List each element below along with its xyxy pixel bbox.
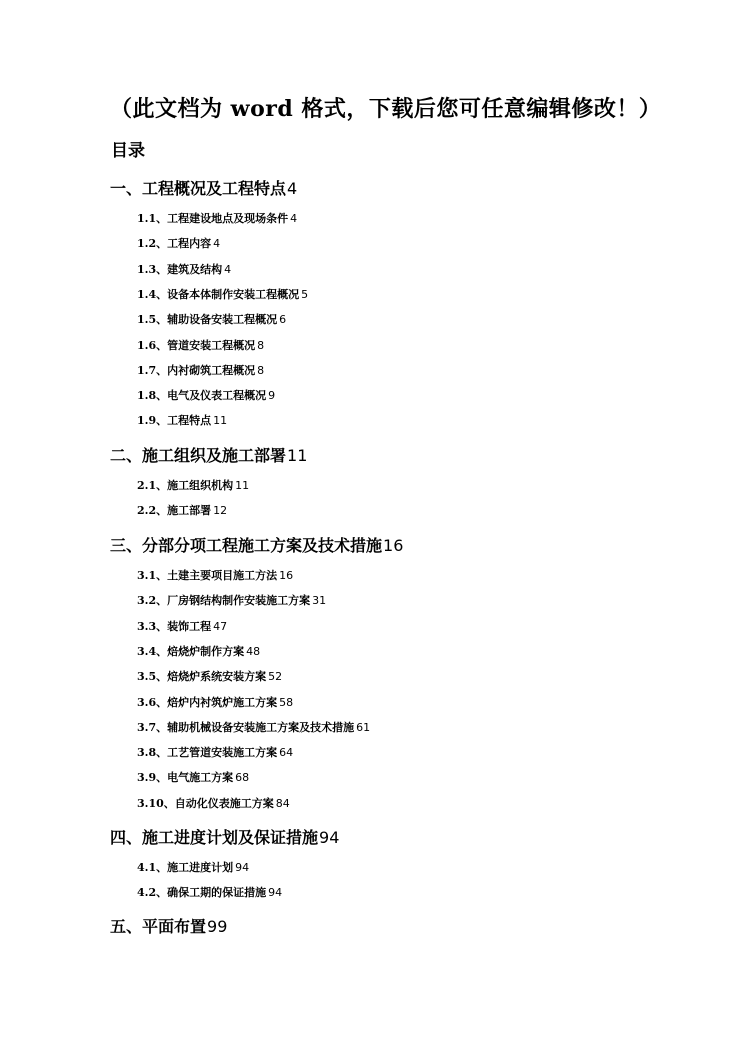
toc-section-label: 一、工程概况及工程特点 bbox=[110, 179, 287, 198]
toc-subsection-entry[interactable] bbox=[137, 210, 297, 226]
toc-section-page-number: 16 bbox=[383, 536, 404, 555]
toc-subsection-label: 3.10、自动化仪表施工方案 bbox=[137, 797, 274, 810]
toc-subsection-entry[interactable] bbox=[137, 694, 293, 710]
toc-subsection-label: 4.2、确保工期的保证措施 bbox=[137, 886, 267, 899]
toc-section-page-number: 11 bbox=[287, 446, 308, 465]
toc-subsection-entry[interactable] bbox=[137, 567, 293, 583]
toc-subsection-label: 3.8、工艺管道安装施工方案 bbox=[137, 746, 278, 759]
toc-subsection-page-number: 52 bbox=[268, 670, 283, 683]
toc-subsection-label: 1.8、电气及仪表工程概况 bbox=[137, 389, 267, 402]
toc-section-label: 二、施工组织及施工部署 bbox=[110, 446, 287, 465]
toc-subsection-page-number: 4 bbox=[213, 237, 221, 250]
toc-subsection-label: 3.5、焙烧炉系统安装方案 bbox=[137, 670, 267, 683]
toc-subsection-label: 1.2、工程内容 bbox=[137, 237, 212, 250]
toc-subsection-entry[interactable] bbox=[137, 286, 308, 302]
toc-subsection-entry[interactable] bbox=[137, 618, 227, 634]
toc-subsection-label: 3.2、厂房钢结构制作安装施工方案 bbox=[137, 594, 311, 607]
toc-subsection-label: 1.6、管道安装工程概况 bbox=[137, 339, 256, 352]
toc-subsection-label: 3.4、焙烧炉制作方案 bbox=[137, 645, 245, 658]
toc-subsection-entry[interactable] bbox=[137, 261, 231, 277]
toc-subsection-label: 3.7、辅助机械设备安装施工方案及技术措施 bbox=[137, 721, 355, 734]
toc-subsection-page-number: 5 bbox=[301, 288, 309, 301]
toc-subsection-label: 3.6、焙炉内衬筑炉施工方案 bbox=[137, 696, 278, 709]
toc-subsection-entry[interactable] bbox=[137, 502, 227, 518]
toc-subsection-label: 1.4、设备本体制作安装工程概况 bbox=[137, 288, 300, 301]
toc-section-entry[interactable] bbox=[110, 443, 307, 466]
toc-subsection-label: 1.3、建筑及结构 bbox=[137, 263, 223, 276]
toc-subsection-label: 1.1、工程建设地点及现场条件 bbox=[137, 212, 289, 225]
toc-subsection-page-number: 58 bbox=[279, 696, 294, 709]
toc-section-label: 五、平面布置 bbox=[110, 917, 207, 936]
toc-subsection-entry[interactable] bbox=[137, 387, 275, 403]
toc-subsection-page-number: 8 bbox=[257, 364, 265, 377]
toc-section-page-number: 4 bbox=[287, 179, 298, 198]
toc-subsection-page-number: 84 bbox=[275, 797, 290, 810]
toc-subsection-page-number: 64 bbox=[279, 746, 294, 759]
toc-subsection-label: 2.2、施工部署 bbox=[137, 504, 212, 517]
toc-subsection-label: 1.5、辅助设备安装工程概况 bbox=[137, 313, 278, 326]
toc-section-entry[interactable] bbox=[110, 533, 403, 556]
toc-section-page-number: 94 bbox=[319, 828, 340, 847]
toc-subsection-page-number: 11 bbox=[235, 479, 250, 492]
toc-subsection-label: 3.9、电气施工方案 bbox=[137, 771, 234, 784]
toc-section-label: 三、分部分项工程施工方案及技术措施 bbox=[110, 536, 383, 555]
toc-heading: 目录 bbox=[111, 141, 145, 161]
toc-subsection-page-number: 48 bbox=[246, 645, 261, 658]
toc-subsection-entry[interactable] bbox=[137, 477, 249, 493]
toc-subsection-page-number: 47 bbox=[213, 620, 228, 633]
toc-section-page-number: 99 bbox=[207, 917, 228, 936]
toc-subsection-label: 2.1、施工组织机构 bbox=[137, 479, 234, 492]
toc-subsection-page-number: 68 bbox=[235, 771, 250, 784]
toc-subsection-label: 3.3、装饰工程 bbox=[137, 620, 212, 633]
toc-subsection-label: 4.1、施工进度计划 bbox=[137, 861, 234, 874]
toc-subsection-page-number: 9 bbox=[268, 389, 276, 402]
toc-subsection-page-number: 8 bbox=[257, 339, 265, 352]
toc-subsection-entry[interactable] bbox=[137, 795, 290, 811]
toc-subsection-entry[interactable] bbox=[137, 362, 264, 378]
toc-subsection-entry[interactable] bbox=[137, 719, 370, 735]
toc-subsection-entry[interactable] bbox=[137, 884, 282, 900]
toc-section-entry[interactable] bbox=[110, 914, 227, 937]
toc-subsection-page-number: 16 bbox=[279, 569, 294, 582]
toc-subsection-label: 1.7、内衬砌筑工程概况 bbox=[137, 364, 256, 377]
toc-subsection-page-number: 4 bbox=[290, 212, 298, 225]
toc-subsection-page-number: 31 bbox=[312, 594, 327, 607]
toc-subsection-page-number: 4 bbox=[224, 263, 232, 276]
toc-subsection-entry[interactable] bbox=[137, 643, 260, 659]
toc-section-label: 四、施工进度计划及保证措施 bbox=[110, 828, 319, 847]
toc-subsection-entry[interactable] bbox=[137, 412, 227, 428]
toc-subsection-page-number: 11 bbox=[213, 414, 228, 427]
toc-subsection-entry[interactable] bbox=[137, 337, 264, 353]
toc-section-entry[interactable] bbox=[110, 176, 297, 199]
toc-subsection-entry[interactable] bbox=[137, 668, 282, 684]
toc-subsection-entry[interactable] bbox=[137, 592, 326, 608]
toc-subsection-page-number: 94 bbox=[268, 886, 283, 899]
toc-subsection-entry[interactable] bbox=[137, 859, 249, 875]
toc-subsection-label: 1.9、工程特点 bbox=[137, 414, 212, 427]
document-title: （此文档为 word 格式，下载后您可任意编辑修改！） bbox=[110, 96, 662, 122]
toc-subsection-page-number: 94 bbox=[235, 861, 250, 874]
toc-subsection-page-number: 61 bbox=[356, 721, 371, 734]
toc-subsection-page-number: 12 bbox=[213, 504, 228, 517]
toc-subsection-entry[interactable] bbox=[137, 235, 220, 251]
toc-subsection-entry[interactable] bbox=[137, 744, 293, 760]
toc-section-entry[interactable] bbox=[110, 825, 339, 848]
toc-subsection-entry[interactable] bbox=[137, 311, 286, 327]
toc-subsection-page-number: 6 bbox=[279, 313, 287, 326]
toc-subsection-label: 3.1、土建主要项目施工方法 bbox=[137, 569, 278, 582]
toc-subsection-entry[interactable] bbox=[137, 769, 249, 785]
